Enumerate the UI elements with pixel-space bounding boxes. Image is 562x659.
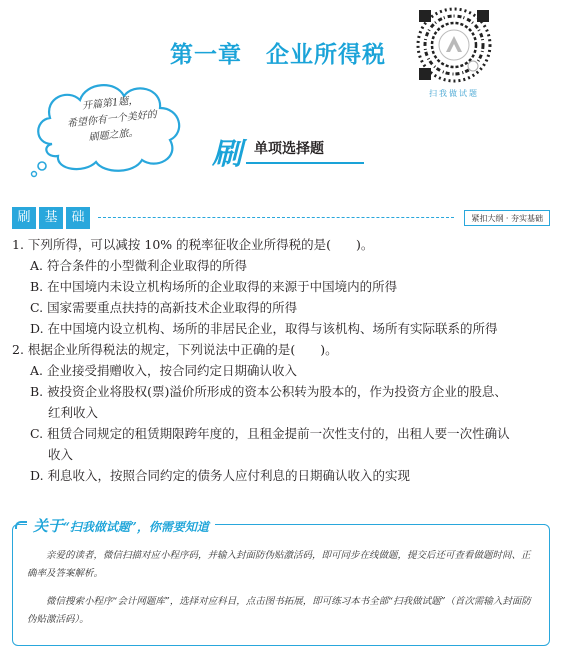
option-b-text: B. 被投资企业将股权(票)溢价所形成的资本公积转为股本的，作为投资方企业的股息、 — [30, 384, 507, 399]
banner-underline — [246, 162, 364, 164]
option-d[interactable]: D. 在中国境内设立机构、场所的非居民企业，取得与该机构、场所有实际联系的所得 — [30, 321, 498, 336]
jichu-tag: 紧扣大纲 · 夯实基础 — [464, 210, 550, 226]
cloud-note — [30, 74, 190, 178]
qr-code-icon[interactable] — [415, 6, 493, 84]
option-a[interactable]: A. 企业接受捐赠收入，按合同约定日期确认收入 — [30, 363, 297, 378]
jichu-tabs — [12, 207, 90, 229]
jichu-tab-1: 刷 — [12, 207, 36, 229]
about-title-rest: “扫我做试题”，你需要知道 — [63, 520, 209, 534]
question-stem: 2. 根据企业所得税法的规定，下列说法中正确的是( )。 — [12, 342, 338, 357]
about-title-line — [245, 524, 545, 525]
about-deco-icon — [15, 521, 27, 529]
qr-block[interactable] — [415, 6, 495, 101]
section-banner — [208, 126, 378, 170]
question-2 — [12, 339, 552, 486]
option-c-wrap: 收入 — [48, 447, 74, 462]
about-box — [12, 517, 550, 646]
option-c[interactable] — [12, 423, 552, 465]
option-a[interactable]: A. 符合条件的小型微利企业取得的所得 — [30, 258, 247, 273]
cloud-line-1: 开篇第1题， — [81, 95, 139, 113]
option-b-wrap: 红利收入 — [48, 405, 99, 420]
jichu-bar — [12, 207, 550, 229]
option-b[interactable] — [12, 381, 552, 423]
shua-brush-char: 刷 — [212, 137, 242, 172]
about-paragraph-1: 亲爱的读者，微信扫描对应小程序码，并输入封面防伪贴激活码，即可同步在线做题，提交后还可查看做题时间、正确率及答案解析。 — [27, 550, 531, 579]
question-list — [12, 234, 552, 486]
option-d[interactable]: D. 利息收入，按照合同约定的债务人应付利息的日期确认收入的实现 — [30, 468, 411, 483]
jichu-tab-2: 基 — [39, 207, 63, 229]
section-label: 单项选择题 — [254, 141, 324, 157]
cloud-line-3: 刷题之旅。 — [88, 127, 140, 144]
qr-caption: 扫我做试题 — [429, 89, 479, 98]
jichu-divider — [98, 217, 454, 218]
option-c[interactable]: C. 国家需要重点扶持的高新技术企业取得的所得 — [30, 300, 298, 315]
chapter-title: 第一章 企业所得税 — [170, 42, 386, 68]
about-paragraph-2: 微信搜索小程序“会计网题库”，选择对应科目，点击图书拓展，即可练习本书全部“扫我做试题”（首次需输入封面防伪贴激活码）。 — [27, 596, 531, 625]
about-title — [27, 515, 215, 536]
jichu-tab-3: 础 — [66, 207, 90, 229]
question-1 — [12, 234, 552, 339]
cloud-line-2: 希望你有一个美好的 — [66, 109, 158, 130]
option-c-text: C. 租赁合同规定的租赁期限跨年度的，且租金提前一次性支付的，出租人要一次性确认 — [30, 426, 510, 441]
option-b[interactable]: B. 在中国境内未设立机构场所的企业取得的来源于中国境内的所得 — [30, 279, 398, 294]
question-stem: 1. 下列所得，可以减按 10% 的税率征收企业所得税的是( )。 — [12, 237, 374, 252]
about-title-prefix: 关于 — [33, 517, 64, 535]
